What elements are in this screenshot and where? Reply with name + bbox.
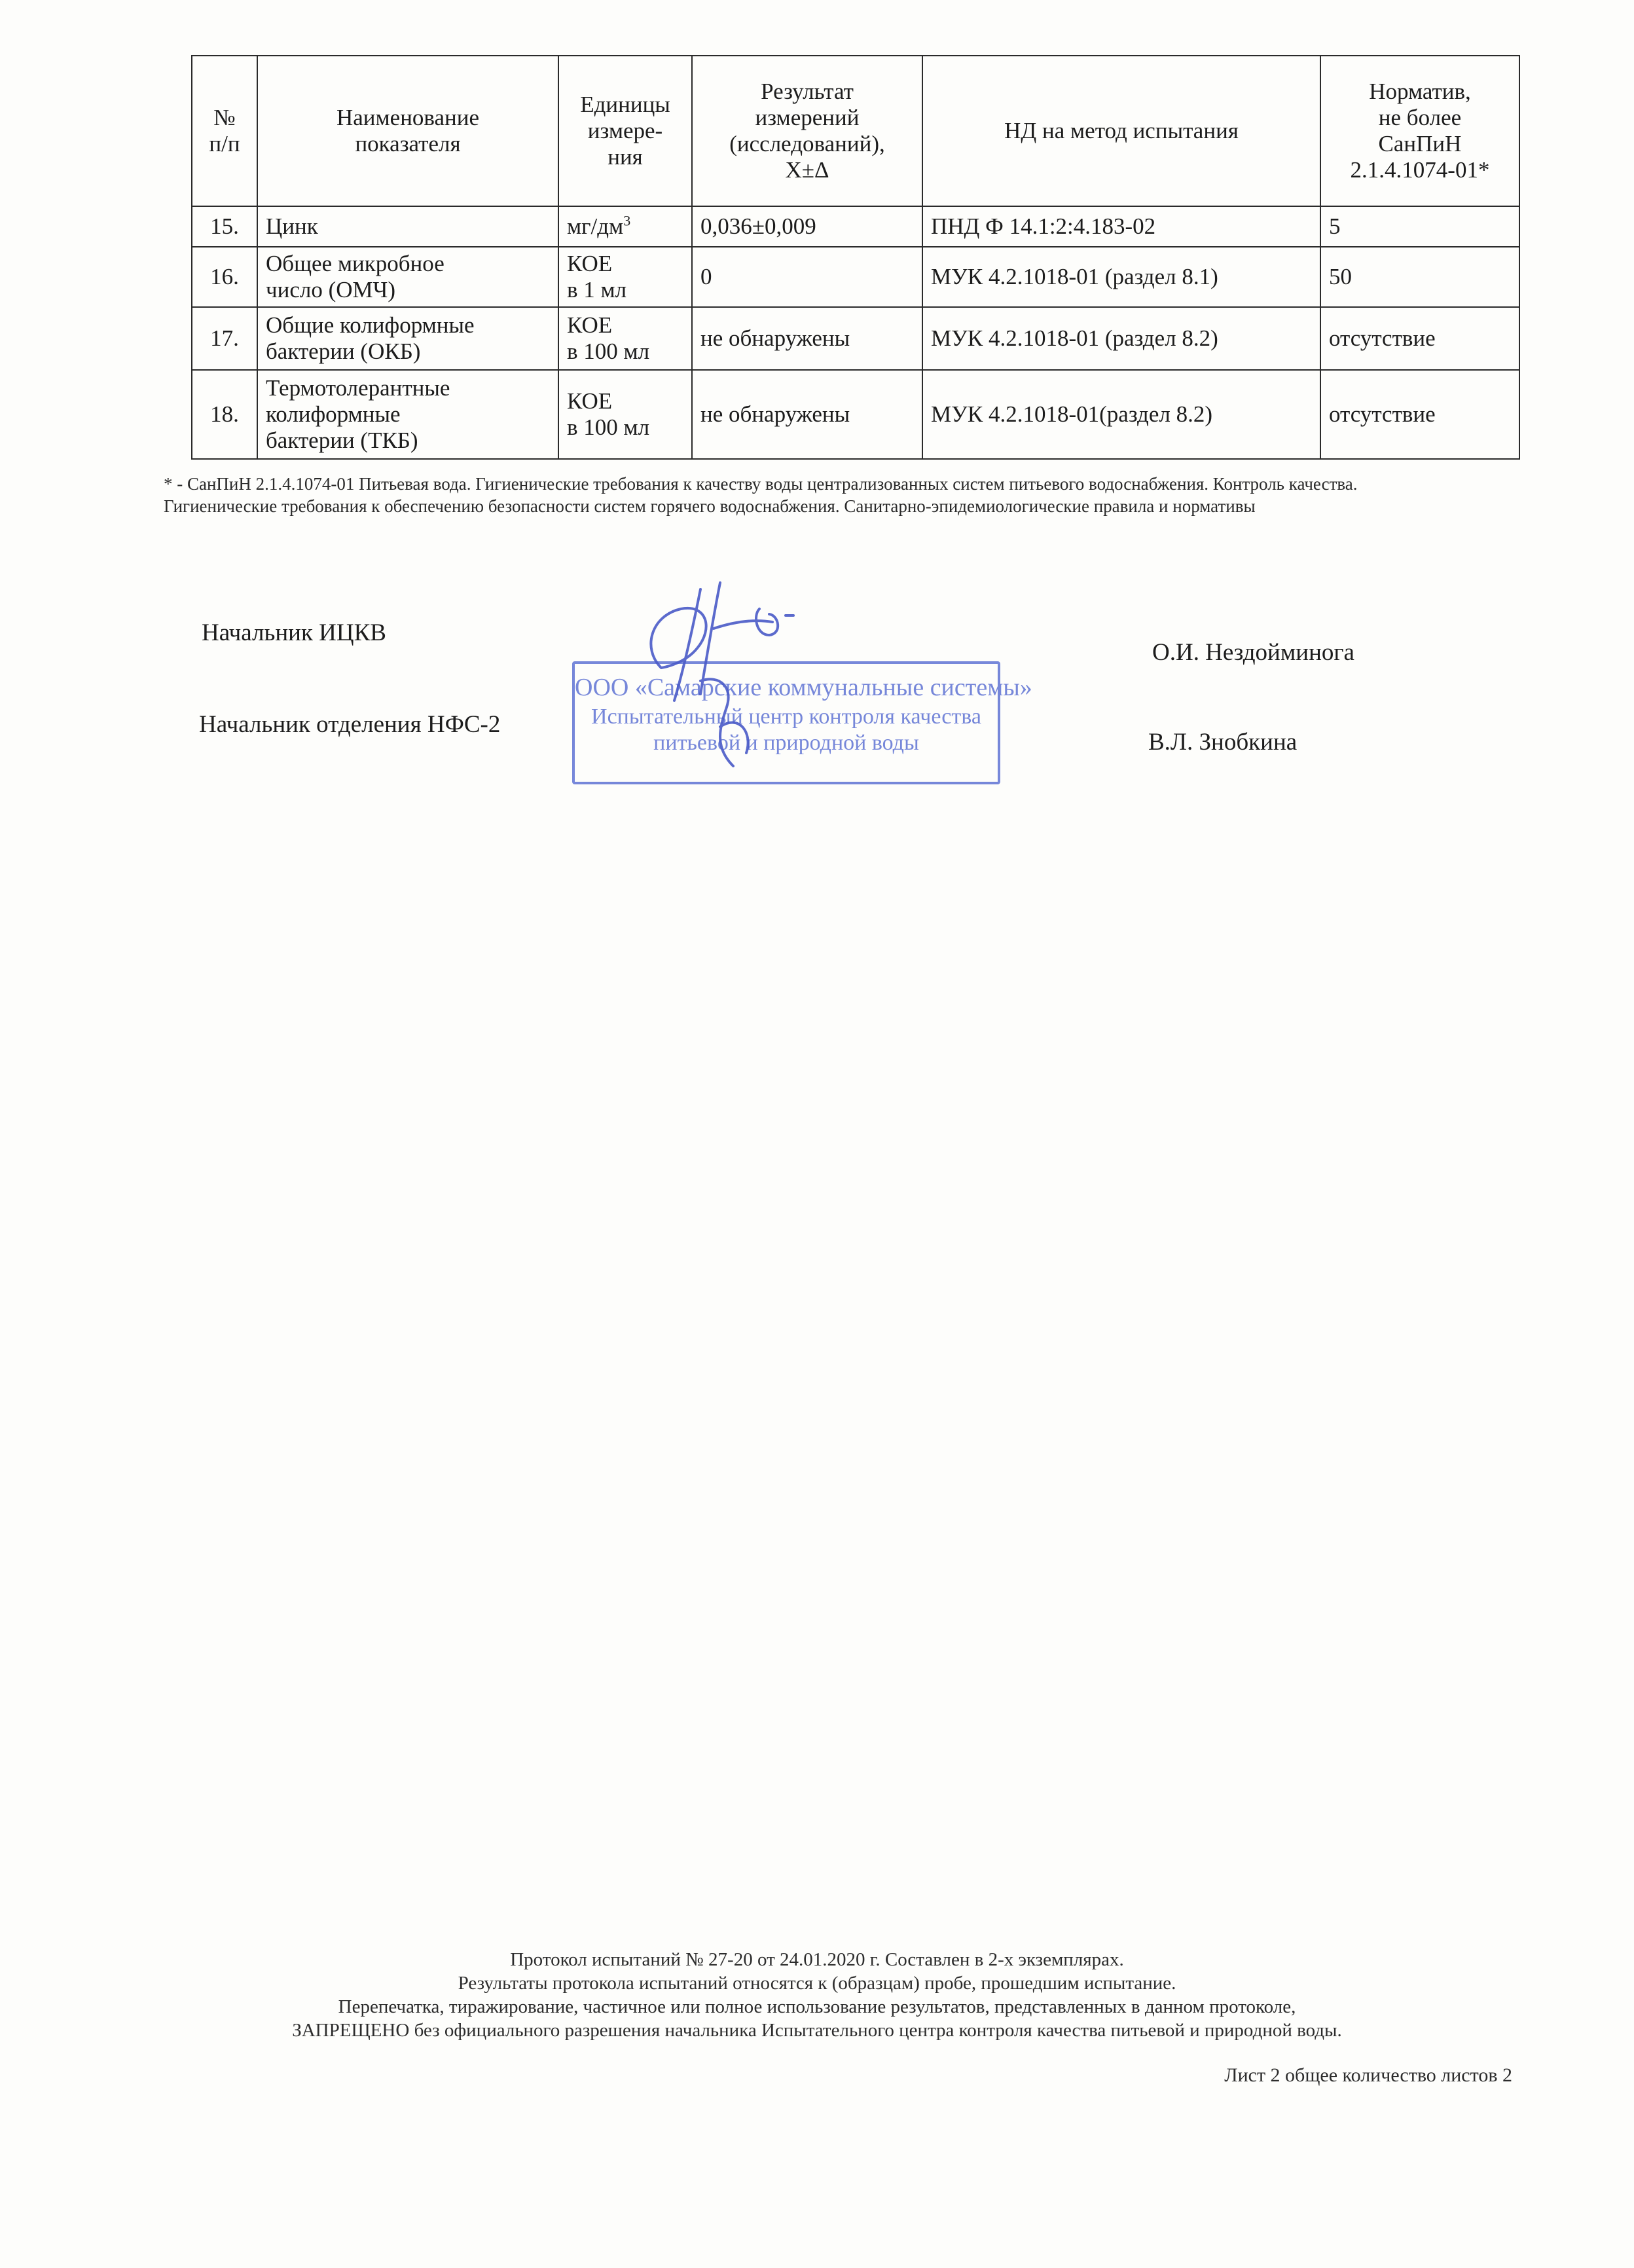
row-result: не обнаружены (692, 370, 922, 459)
table-row (192, 307, 1519, 370)
row-method: МУК 4.2.1018-01(раздел 8.2) (922, 370, 1320, 459)
row-result: 0,036±0,009 (692, 206, 922, 247)
signatory-name-2: В.Л. Знобкина (1148, 729, 1298, 756)
row-num: 15. (192, 206, 257, 247)
sheet-count: Лист 2 общее количество листов 2 (1224, 2064, 1512, 2086)
row-num: 16. (192, 247, 257, 307)
footer-line: ЗАПРЕЩЕНО без официального разрешения начальника Испытательного центра контроля качества питьевой и природной воды. (292, 2020, 1342, 2041)
signatory-role-2: Начальник отделения НФС-2 (199, 711, 501, 738)
row-method: МУК 4.2.1018-01 (раздел 8.1) (922, 247, 1320, 307)
row-name: Общее микробное число (ОМЧ) (257, 247, 558, 307)
row-norm: 5 (1320, 206, 1519, 247)
footnote-line: Гигиенические требования к обеспечению безопасности систем горячего водоснабжения. Санитарно-эпидемиологические правила и нормативы (164, 496, 1256, 516)
row-norm: 50 (1320, 247, 1519, 307)
table-row (192, 370, 1519, 459)
table-header-row (192, 56, 1519, 206)
row-name: Термотолерантные колиформные бактерии (ТКБ) (257, 370, 558, 459)
row-result: не обнаружены (692, 307, 922, 370)
stamp-line: питьевой и природной воды (653, 731, 919, 755)
row-num: 17. (192, 307, 257, 370)
header-num: № п/п (192, 56, 257, 206)
row-name: Общие колиформные бактерии (ОКБ) (257, 307, 558, 370)
header-result: Результат измерений (исследований), Х±Δ (692, 56, 922, 206)
footer-line: Протокол испытаний № 27-20 от 24.01.2020 г. Составлен в 2-х экземплярах. (510, 1949, 1124, 1970)
footnote-line: * - СанПиН 2.1.4.1074-01 Питьевая вода. Гигиенические требования к качеству воды централизованных систем питьевого водоснабжения. Контроль качества. (164, 474, 1358, 494)
table-row (192, 206, 1519, 247)
footnote (164, 473, 1545, 517)
row-units: КОЕ в 100 мл (558, 370, 692, 459)
header-norm: Норматив, не более СанПиН 2.1.4.1074-01* (1320, 56, 1519, 206)
handwritten-signature (622, 570, 884, 805)
footer-line: Результаты протокола испытаний относятся к (образцам) пробе, прошедшим испытание. (458, 1973, 1176, 1994)
row-result: 0 (692, 247, 922, 307)
stamp-line: ООО «Самарские коммунальные системы» (575, 674, 1032, 701)
row-norm: отсутствие (1320, 307, 1519, 370)
protocol-footer (0, 1948, 1634, 2042)
header-units: Единицы измере- ния (558, 56, 692, 206)
signatory-role-1: Начальник ИЦКВ (202, 619, 386, 646)
stamp-line: Испытательный центр контроля качества (591, 704, 981, 729)
header-name: Наименование показателя (257, 56, 558, 206)
signatory-name-1: О.И. Нездойминога (1152, 639, 1354, 666)
row-units: КОЕ в 1 мл (558, 247, 692, 307)
row-method: МУК 4.2.1018-01 (раздел 8.2) (922, 307, 1320, 370)
header-method: НД на метод испытания (922, 56, 1320, 206)
table-row (192, 247, 1519, 307)
row-units: КОЕ в 100 мл (558, 307, 692, 370)
row-name: Цинк (257, 206, 558, 247)
row-norm: отсутствие (1320, 370, 1519, 459)
footer-line: Перепечатка, тиражирование, частичное или полное использование результатов, представленных в данном протоколе, (338, 1996, 1296, 2017)
row-method: ПНД Ф 14.1:2:4.183-02 (922, 206, 1320, 247)
results-table (191, 55, 1520, 460)
row-num: 18. (192, 370, 257, 459)
row-units: $мг/дм^3$ (558, 206, 692, 247)
